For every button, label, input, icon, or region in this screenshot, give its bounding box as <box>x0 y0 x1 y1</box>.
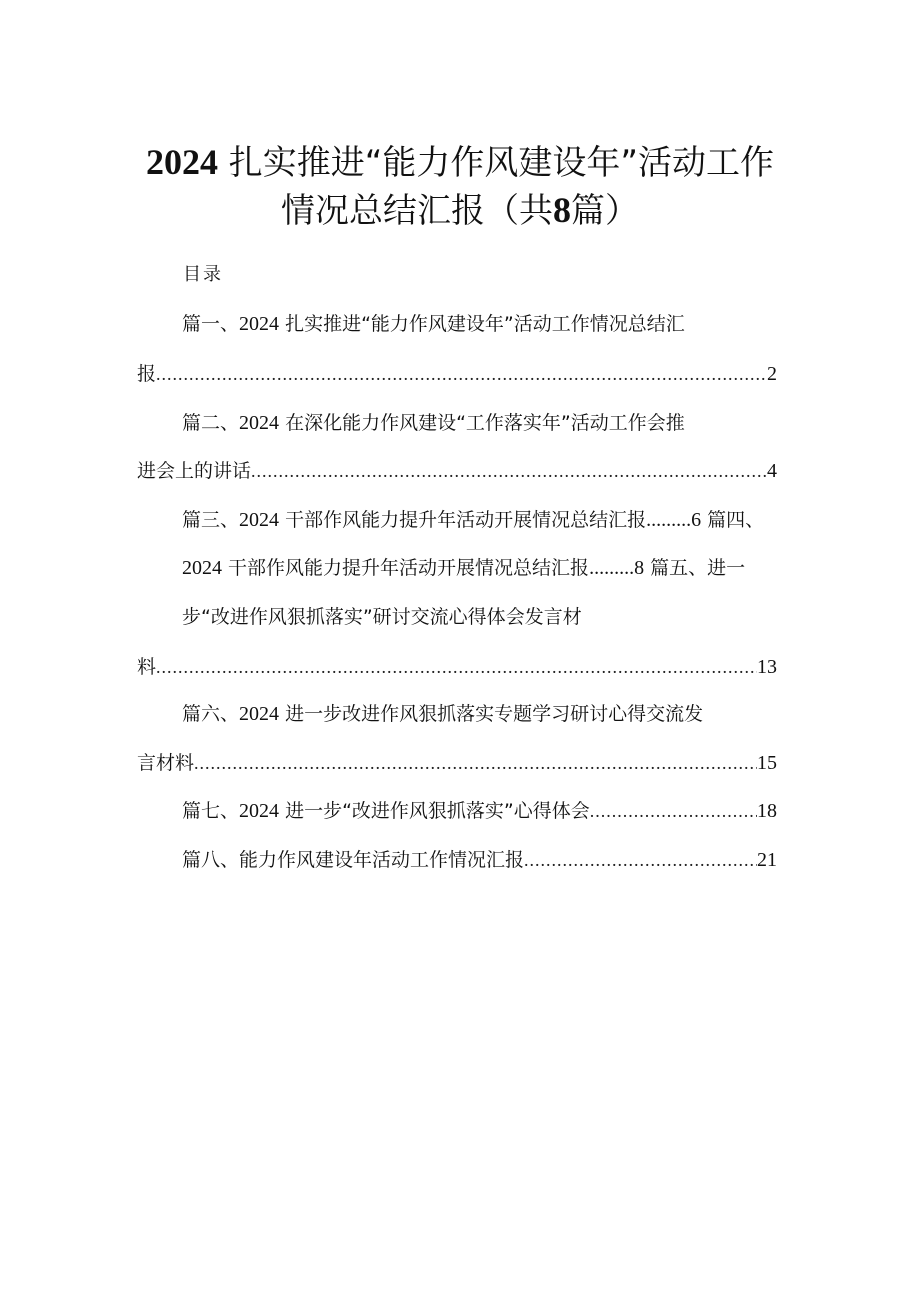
toc-entry-5-text-cont: 料 <box>137 656 157 678</box>
toc-entry-7-title <box>182 796 590 826</box>
toc-entry-7[interactable] <box>182 796 777 826</box>
toc-entry-2-year: 2024 <box>239 412 280 434</box>
toc-entry-7-year: 2024 <box>239 800 280 822</box>
toc-entry-8-text: 能力作风建设年活动工作情况汇报 <box>239 849 525 871</box>
toc-entry-6-text-cont: 言材料 <box>137 752 195 774</box>
toc-entry-6-year: 2024 <box>239 703 280 725</box>
toc-entry-8[interactable] <box>182 845 777 875</box>
title-suffix: 篇） <box>571 191 639 231</box>
toc-entry-4-text: 干部作风能力提升年活动开展情况总结汇报 <box>228 557 590 579</box>
toc-entry-4-year: 2024 <box>182 557 222 579</box>
toc-entry-6-page: 15 <box>757 752 777 774</box>
toc-entry-6-text: 进一步改进作风狠抓落实专题学习研讨心得交流发 <box>285 703 704 725</box>
toc-entry-1-text-cont: 报 <box>137 363 157 385</box>
toc-entry-7-page: 18 <box>757 800 777 822</box>
leader-dots <box>194 748 757 778</box>
document-title-line-1 <box>0 140 920 185</box>
toc-entry-7-prefix: 篇七、 <box>182 800 240 822</box>
toc-entry-4-line[interactable] <box>182 553 745 583</box>
toc-entry-8-prefix: 篇八、 <box>182 849 240 871</box>
toc-entry-6-line-2[interactable] <box>137 748 777 778</box>
toc-entry-2-prefix: 篇二、 <box>182 412 240 434</box>
toc-entry-3-dots: ......... <box>646 509 692 531</box>
toc-entry-1-text: 扎实推进“能力作风建设年”活动工作情况总结汇 <box>285 313 685 335</box>
toc-entry-4-dots: ......... <box>589 557 635 579</box>
leader-dots <box>524 845 757 875</box>
toc-entry-1-year: 2024 <box>239 313 280 335</box>
toc-entry-6-line-1[interactable] <box>182 699 703 729</box>
toc-entry-5-page: 13 <box>757 656 777 678</box>
toc-entry-5-text: 步“改进作风狠抓落实”研讨交流心得体会发言材 <box>182 606 582 628</box>
toc-entry-3-line[interactable] <box>182 505 764 535</box>
toc-entry-2-text-cont: 进会上的讲话 <box>137 460 252 482</box>
toc-entry-5-line-2[interactable] <box>182 602 582 632</box>
toc-entry-1-prefix: 篇一、 <box>182 313 240 335</box>
toc-entry-6-prefix: 篇六、 <box>182 703 240 725</box>
toc-entry-3-prefix: 篇三、 <box>182 509 240 531</box>
toc-entry-3-year: 2024 <box>239 509 280 531</box>
toc-entry-5-prefix: 篇五、进一 <box>650 557 746 579</box>
toc-entry-5-line-3[interactable] <box>137 652 777 682</box>
document-title-line-2 <box>0 188 920 233</box>
toc-entry-1-line-2[interactable] <box>137 359 777 389</box>
toc-entry-2-page: 4 <box>767 460 777 482</box>
toc-entry-1-line-1[interactable] <box>182 309 685 339</box>
toc-heading: 目录 <box>183 264 223 285</box>
toc-entry-7-text: 进一步“改进作风狠抓落实”心得体会 <box>285 800 590 822</box>
title-year: 2024 <box>145 142 218 182</box>
title-count: 8 <box>553 190 571 230</box>
leader-dots <box>251 456 767 486</box>
toc-entry-3-text: 干部作风能力提升年活动开展情况总结汇报 <box>285 509 647 531</box>
leader-dots <box>156 359 767 389</box>
leader-dots <box>156 652 757 682</box>
leader-dots <box>590 796 757 826</box>
toc-entry-2-line-2[interactable] <box>137 456 777 486</box>
title-text-1: 扎实推进“能力作风建设年”活动工作 <box>228 143 775 183</box>
title-text-2: 情况总结汇报（共 <box>281 191 553 231</box>
toc-entry-2-text: 在深化能力作风建设“工作落实年”活动工作会推 <box>285 412 685 434</box>
toc-entry-4-prefix: 篇四、 <box>707 509 765 531</box>
toc-entry-4-page: 8 <box>634 557 645 579</box>
toc-entry-8-title <box>182 845 524 875</box>
toc-entry-1-page: 2 <box>767 363 777 385</box>
toc-entry-2-line-1[interactable] <box>182 408 685 438</box>
toc-entry-8-page: 21 <box>757 849 777 871</box>
toc-entry-3-page: 6 <box>691 509 702 531</box>
